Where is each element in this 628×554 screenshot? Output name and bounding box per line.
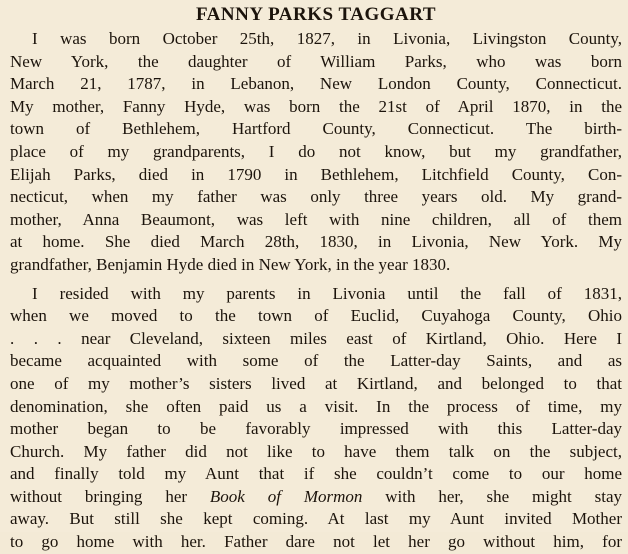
text-line: and finally told my Aunt that if she couldn’t come to our home	[10, 464, 622, 484]
text-line: when we moved to the town of Euclid, Cuyahoga County, Ohio	[10, 306, 622, 326]
paragraph-1	[10, 28, 622, 277]
text-line: New York, the daughter of William Parks, who was born	[10, 51, 622, 71]
book-title: Book of Mormon	[209, 486, 363, 506]
text-line: I resided with my parents in Livonia until the fall of 1831,	[32, 283, 622, 303]
text-run: with her, she might stay	[362, 486, 622, 506]
page-title: FANNY PARKS TAGGART	[195, 4, 436, 25]
text-line: grandfather, Benjamin Hyde died in New York, in the year 1830.	[10, 254, 451, 274]
text-line: became acquainted with some of the Latter-day Saints, and as	[10, 351, 622, 371]
text-run: without bringing her	[10, 486, 210, 506]
text-line: to go home with her. Father dare not let her go without him, for	[10, 532, 622, 552]
text-line: My mother, Fanny Hyde, was born the 21st of April 1870, in the	[10, 96, 622, 116]
text-line: necticut, when my father was only three years old. My grand-	[10, 187, 622, 207]
text-line: away. But still she kept coming. At last my Aunt invited Mother	[10, 509, 622, 529]
text-line: one of my mother’s sisters lived at Kirtland, and belonged to that	[10, 373, 622, 393]
text-line: Church. My father did not like to have them talk on the subject,	[10, 441, 622, 461]
text-line: Elijah Parks, died in 1790 in Bethlehem, Litchfield County, Con-	[10, 164, 622, 184]
text-line: . . . near Cleveland, sixteen miles east of Kirtland, Ohio. Here I	[10, 328, 622, 348]
text-line: March 21, 1787, in Lebanon, New London County, Connecticut.	[10, 74, 622, 94]
text-line: at home. She died March 28th, 1830, in Livonia, New York. My	[10, 232, 622, 252]
paragraph-2	[10, 283, 622, 554]
text-line: I was born October 25th, 1827, in Livonia, Livingston County,	[32, 29, 622, 48]
text-line	[10, 486, 622, 509]
text-line: town of Bethlehem, Hartford County, Connecticut. The birth-	[10, 119, 622, 139]
text-line: mother began to be favorably impressed with this Latter-day	[10, 419, 622, 439]
text-line: mother, Anna Beaumont, was left with nine children, all of them	[10, 209, 622, 229]
text-line: denomination, she often paid us a visit. In the process of time, my	[10, 396, 622, 416]
text-line: place of my grandparents, I do not know, but my grandfather,	[10, 141, 622, 161]
